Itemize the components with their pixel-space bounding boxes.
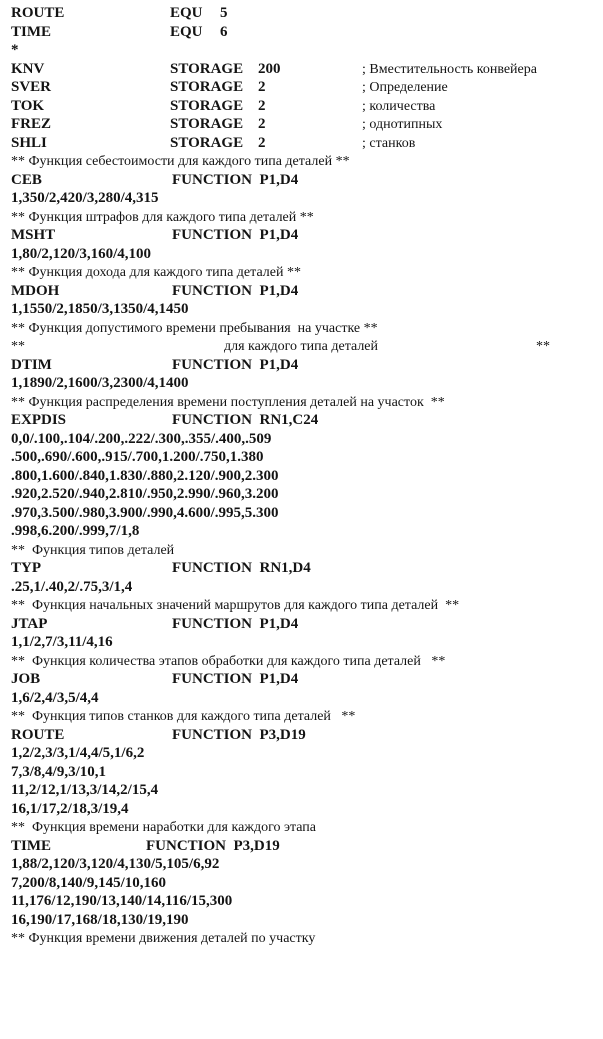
decl-name: SVER [11,79,52,95]
block-comment: ** [11,339,25,354]
block-comment: для каждого типа деталей [224,339,379,354]
block-comment: ** Функция дохода для каждого типа деталей ** [11,265,301,280]
function-data-line: 1,88/2,120/3,120/4,130/5,105/6,92 [11,856,220,872]
block-comment: ** Функция количества этапов обработки для каждого типа деталей ** [11,653,446,669]
decl-name: KNV [11,60,45,77]
decl-name: FREZ [11,116,52,132]
function-data-line: 0,0/.100,.104/.200,.222/.300,.355/.400,.509 [11,430,272,447]
decl-name: * [11,42,19,58]
function-def: FUNCTION P1,D4 [172,227,299,243]
function-name: EXPDIS [11,412,67,428]
function-name: CEB [11,171,42,188]
block-comment: ** Функция типов станков для каждого типа деталей ** [11,709,356,724]
block-comment: ** Функция начальных значений маршрутов для каждого типа деталей ** [11,598,460,613]
function-data-line: 1,350/2,420/3,280/4,315 [11,190,159,206]
decl-name: SHLI [11,134,47,151]
decl-value: 2 [258,134,266,151]
decl-comment: ; Определение [362,80,448,95]
decl-name: TIME [11,23,52,40]
function-data-line: 1,1/2,7/3,11/4,16 [11,634,113,650]
footer-comment: ** Функция времени движения деталей по участку [11,931,316,946]
function-data-line: 11,2/12,1/13,3/14,2/15,4 [11,782,159,798]
block-comment: ** [536,339,550,354]
decl-op: STORAGE [170,116,244,132]
decl-op: STORAGE [170,79,244,95]
function-data-line: .800,1.600/.840,1.830/.880,2.120/.900,2.300 [11,467,279,484]
function-data-line: 16,1/17,2/18,3/19,4 [11,800,129,817]
function-data-line: 1,1890/2,1600/3,2300/4,1400 [11,375,189,391]
function-data-line: 7,200/8,140/9,145/10,160 [11,874,167,891]
block-comment: ** Функция времени наработки для каждого этапа [11,820,317,835]
function-name: TYP [11,560,41,576]
block-comment: ** Функция типов деталей [11,542,175,558]
function-def: FUNCTION P3,D19 [172,726,306,743]
decl-value: 200 [258,60,281,77]
function-data-line: .970,3.500/.980,3.900/.990,4.600/.995,5.300 [11,504,279,521]
function-data-line: 1,80/2,120/3,160/4,100 [11,245,152,262]
decl-op: STORAGE [170,134,244,151]
decl-name: ROUTE [11,5,65,21]
function-name: MSHT [11,227,56,243]
decl-op: STORAGE [170,97,244,114]
decl-value: 2 [258,116,266,132]
function-name: JOB [11,671,41,687]
function-name: DTIM [11,356,52,373]
function-def: FUNCTION P1,D4 [172,671,299,687]
function-def: FUNCTION RN1,D4 [172,560,311,576]
function-data-line: 1,2/2,3/3,1/4,4/5,1/6,2 [11,745,145,761]
function-def: FUNCTION P1,D4 [172,615,299,632]
function-data-line: 11,176/12,190/13,140/14,116/15,300 [11,893,233,909]
function-data-line: 1,1550/2,1850/3,1350/4,1450 [11,301,189,317]
function-def: FUNCTION P1,D4 [172,282,299,299]
block-comment: ** Функция распределения времени поступления деталей на участок ** [11,394,445,410]
function-data-line: .500,.690/.600,.915/.700,1.200/.750,1.380 [11,449,264,465]
decl-op: STORAGE [170,60,244,77]
decl-comment: ; количества [362,98,436,114]
function-data-line: 16,190/17,168/18,130/19,190 [11,911,189,928]
function-data-line: 7,3/8,4/9,3/10,1 [11,763,107,780]
block-comment: ** Функция штрафов для каждого типа деталей ** [11,209,314,225]
decl-comment: ; однотипных [362,117,443,132]
decl-op: EQU [170,5,203,21]
function-data-line: .998,6.200/.999,7/1,8 [11,523,140,539]
function-name: JTAP [11,615,48,632]
function-def: FUNCTION RN1,C24 [172,412,319,428]
block-comment: ** Функция допустимого времени пребывания на участке ** [11,320,378,336]
decl-value: 2 [258,79,266,95]
decl-value: 6 [220,23,228,40]
function-def: FUNCTION P1,D4 [172,171,299,188]
function-def: FUNCTION P1,D4 [172,356,299,373]
block-comment: ** Функция себестоимости для каждого типа деталей ** [11,154,350,169]
function-name: TIME [11,837,52,854]
function-name: ROUTE [11,726,65,743]
decl-name: TOK [11,97,45,114]
function-data-line: .920,2.520/.940,2.810/.950,2.990/.960,3.200 [11,486,279,502]
decl-comment: ; Вместительность конвейера [362,61,537,77]
function-data-line: 1,6/2,4/3,5/4,4 [11,689,99,706]
decl-value: 2 [258,97,266,114]
decl-op: EQU [170,23,203,40]
function-def: FUNCTION P3,D19 [146,837,280,854]
function-data-line: .25,1/.40,2/.75,3/1,4 [11,578,133,595]
decl-comment: ; станков [362,135,416,151]
function-name: MDOH [11,282,60,299]
decl-value: 5 [220,5,228,21]
